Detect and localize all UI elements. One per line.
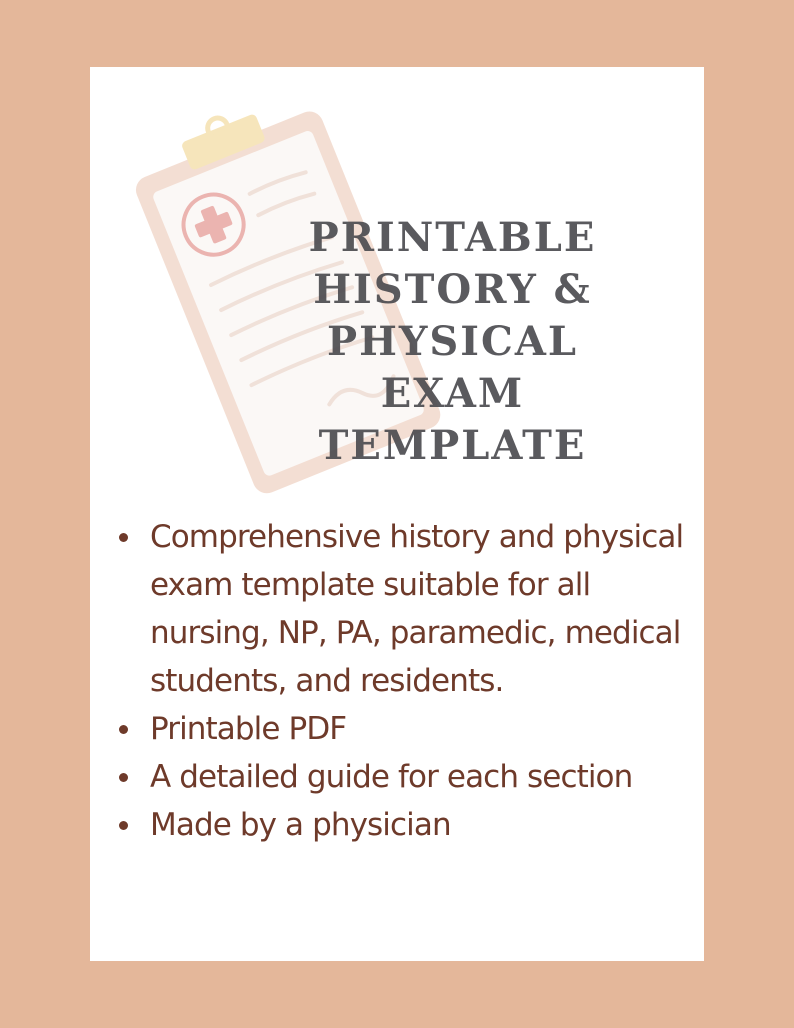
bullet-icon <box>119 533 128 542</box>
title-line: HISTORY & <box>313 266 592 313</box>
title-line: TEMPLATE <box>318 422 587 469</box>
list-item <box>117 513 704 705</box>
list-item <box>117 705 704 753</box>
feature-list <box>117 513 704 849</box>
bullet-icon <box>119 725 128 734</box>
title-line: PHYSICAL <box>326 318 579 365</box>
bullet-icon <box>119 821 128 830</box>
title-line: PRINTABLE <box>308 214 597 261</box>
list-item <box>117 801 704 849</box>
page-title <box>290 212 615 472</box>
list-item-text: Printable PDF <box>150 711 347 747</box>
list-item-text: Comprehensive history and physical exam template suitable for all nursing, NP, PA, paramedic, medical students, and residents. <box>150 519 684 699</box>
product-card <box>90 67 704 961</box>
list-item-text: Made by a physician <box>150 807 451 843</box>
list-item <box>117 753 704 801</box>
title-line: EXAM <box>380 370 525 417</box>
list-item-text: A detailed guide for each section <box>150 759 633 795</box>
bullet-icon <box>119 773 128 782</box>
